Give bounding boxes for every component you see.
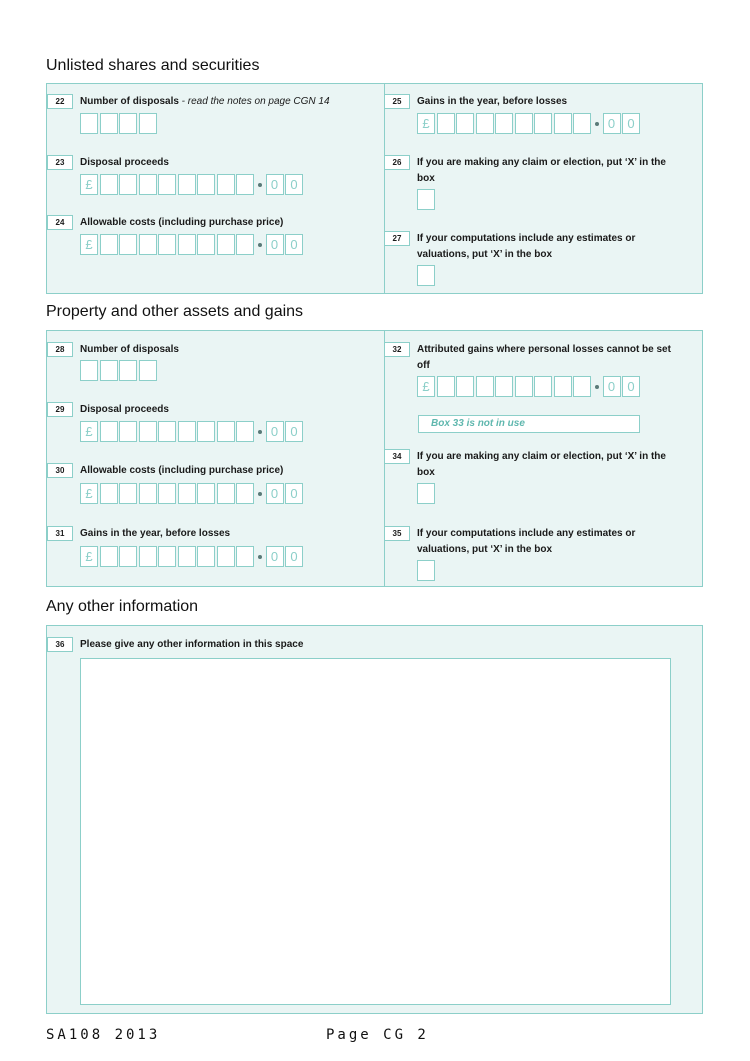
pence-cell: 0	[285, 546, 303, 567]
decimal-point	[595, 122, 599, 126]
box-number: 22	[47, 94, 73, 109]
digit-cell[interactable]	[139, 174, 157, 195]
digit-cell[interactable]	[456, 376, 474, 397]
pence-cell: 0	[266, 234, 284, 255]
currency-cell: £	[80, 234, 98, 255]
panel-divider	[384, 84, 385, 293]
digit-cell[interactable]	[456, 113, 474, 134]
claim-election-checkbox[interactable]	[417, 189, 435, 210]
box-number: 28	[47, 342, 73, 357]
other-information-textarea[interactable]	[80, 658, 671, 1005]
box-number: 36	[47, 637, 73, 652]
digit-cell[interactable]	[236, 234, 254, 255]
currency-cell: £	[417, 113, 435, 134]
pence-cell: 0	[266, 546, 284, 567]
field-label: Please give any other information in this space	[80, 639, 304, 650]
currency-cell: £	[80, 483, 98, 504]
section-title-other-information: Any other information	[46, 598, 199, 615]
box-number: 24	[47, 215, 73, 230]
digit-cell[interactable]	[217, 421, 235, 442]
digit-cell[interactable]	[476, 376, 494, 397]
decimal-point	[258, 555, 262, 559]
digit-cell[interactable]	[139, 234, 157, 255]
allowable-costs-input[interactable]	[80, 483, 305, 504]
digit-cell[interactable]	[217, 483, 235, 504]
digit-cell[interactable]	[158, 483, 176, 504]
digit-cell[interactable]	[158, 546, 176, 567]
digit-cell[interactable]	[534, 113, 552, 134]
digit-cell[interactable]	[139, 421, 157, 442]
digit-cell[interactable]	[178, 483, 196, 504]
disposal-proceeds-input[interactable]	[80, 421, 305, 442]
box-number: 31	[47, 526, 73, 541]
digit-cell[interactable]	[437, 376, 455, 397]
section-title-unlisted-shares: Unlisted shares and securities	[46, 57, 260, 74]
digit-cell[interactable]	[119, 483, 137, 504]
disposal-proceeds-input[interactable]	[80, 174, 305, 195]
digit-cell[interactable]	[197, 234, 215, 255]
digit-cell[interactable]	[437, 113, 455, 134]
estimates-valuations-checkbox[interactable]	[417, 265, 435, 286]
currency-cell: £	[417, 376, 435, 397]
digit-cell[interactable]	[515, 113, 533, 134]
digit-cell[interactable]	[217, 546, 235, 567]
digit-cell[interactable]	[217, 234, 235, 255]
box-number: 27	[384, 231, 410, 246]
pence-cell: 0	[266, 483, 284, 504]
digit-cell[interactable]	[100, 546, 118, 567]
gains-before-losses-input[interactable]	[417, 113, 642, 134]
digit-cell[interactable]	[100, 421, 118, 442]
allowable-costs-input[interactable]	[80, 234, 305, 255]
digit-cell[interactable]	[197, 421, 215, 442]
gains-before-losses-input[interactable]	[80, 546, 305, 567]
digit-cell[interactable]	[100, 113, 118, 134]
currency-cell: £	[80, 546, 98, 567]
digit-cell[interactable]	[236, 546, 254, 567]
box-number: 25	[384, 94, 410, 109]
box-number: 29	[47, 402, 73, 417]
digit-cell[interactable]	[178, 174, 196, 195]
digit-cell[interactable]	[495, 113, 513, 134]
digit-cell[interactable]	[534, 376, 552, 397]
digit-cell[interactable]	[119, 546, 137, 567]
box-number: 23	[47, 155, 73, 170]
decimal-point	[258, 183, 262, 187]
field-label: Disposal proceeds	[80, 157, 169, 168]
digit-cell[interactable]	[178, 546, 196, 567]
section-title-property: Property and other assets and gains	[46, 303, 304, 320]
pence-cell: 0	[266, 421, 284, 442]
digit-cell[interactable]	[119, 360, 137, 381]
digit-cell[interactable]	[197, 174, 215, 195]
box-number: 32	[384, 342, 410, 357]
digit-cell[interactable]	[119, 421, 137, 442]
estimates-valuations-checkbox[interactable]	[417, 560, 435, 581]
field-label: Disposal proceeds	[80, 404, 169, 415]
digit-cell[interactable]	[495, 376, 513, 397]
digit-cell[interactable]	[158, 234, 176, 255]
digit-cell[interactable]	[80, 360, 98, 381]
digit-cell[interactable]	[119, 174, 137, 195]
claim-election-checkbox[interactable]	[417, 483, 435, 504]
digit-cell[interactable]	[139, 483, 157, 504]
field-label: If your computations include any estimates or valuations, put ‘X’ in the box	[417, 528, 636, 555]
pence-cell: 0	[285, 483, 303, 504]
digit-cell[interactable]	[139, 546, 157, 567]
digit-cell[interactable]	[119, 234, 137, 255]
pence-cell: 0	[603, 376, 621, 397]
digit-cell[interactable]	[197, 483, 215, 504]
pence-cell: 0	[603, 113, 621, 134]
field-label: Attributed gains where personal losses cannot be set off	[417, 344, 671, 371]
attributed-gains-input[interactable]	[417, 376, 642, 397]
digit-cell[interactable]	[554, 376, 572, 397]
field-label: Number of disposals - read the notes on page CGN 14	[80, 96, 330, 107]
field-label: Number of disposals	[80, 344, 179, 355]
digit-cell[interactable]	[178, 234, 196, 255]
digit-cell[interactable]	[573, 113, 591, 134]
field-label: If you are making any claim or election, put ‘X’ in the box	[417, 157, 666, 184]
digit-cell[interactable]	[236, 483, 254, 504]
digit-cell[interactable]	[100, 360, 118, 381]
digit-cell[interactable]	[100, 234, 118, 255]
currency-cell: £	[80, 174, 98, 195]
field-label: If you are making any claim or election, put ‘X’ in the box	[417, 451, 666, 478]
box-number: 26	[384, 155, 410, 170]
number-of-disposals-input[interactable]	[80, 360, 158, 381]
currency-cell: £	[80, 421, 98, 442]
box-33-not-in-use: Box 33 is not in use	[418, 415, 640, 433]
field-label: Allowable costs (including purchase price)	[80, 465, 284, 476]
pence-cell: 0	[285, 174, 303, 195]
property-panel	[46, 330, 703, 587]
digit-cell[interactable]	[80, 113, 98, 134]
box-number: 30	[47, 463, 73, 478]
digit-cell[interactable]	[236, 174, 254, 195]
field-label: Gains in the year, before losses	[417, 96, 568, 107]
box-number: 35	[384, 526, 410, 541]
digit-cell[interactable]	[139, 360, 157, 381]
digit-cell[interactable]	[217, 174, 235, 195]
pence-cell: 0	[285, 234, 303, 255]
digit-cell[interactable]	[515, 376, 533, 397]
decimal-point	[595, 385, 599, 389]
decimal-point	[258, 243, 262, 247]
digit-cell[interactable]	[573, 376, 591, 397]
field-label: Allowable costs (including purchase price)	[80, 217, 284, 228]
digit-cell[interactable]	[119, 113, 137, 134]
page-number: Page CG 2	[326, 1027, 429, 1043]
box-number: 34	[384, 449, 410, 464]
pence-cell: 0	[266, 174, 284, 195]
field-label: Gains in the year, before losses	[80, 528, 231, 539]
digit-cell[interactable]	[554, 113, 572, 134]
pence-cell: 0	[622, 113, 640, 134]
digit-cell[interactable]	[139, 113, 157, 134]
digit-cell[interactable]	[100, 483, 118, 504]
digit-cell[interactable]	[158, 421, 176, 442]
field-label: If your computations include any estimates or valuations, put ‘X’ in the box	[417, 233, 636, 260]
decimal-point	[258, 430, 262, 434]
digit-cell[interactable]	[236, 421, 254, 442]
form-reference: SA108 2013	[46, 1027, 161, 1043]
digit-cell[interactable]	[100, 174, 118, 195]
decimal-point	[258, 492, 262, 496]
digit-cell[interactable]	[197, 546, 215, 567]
digit-cell[interactable]	[178, 421, 196, 442]
digit-cell[interactable]	[476, 113, 494, 134]
unlisted-shares-panel	[46, 83, 703, 294]
pence-cell: 0	[285, 421, 303, 442]
other-information-panel	[46, 625, 703, 1014]
digit-cell[interactable]	[158, 174, 176, 195]
pence-cell: 0	[622, 376, 640, 397]
number-of-disposals-input[interactable]	[80, 113, 158, 134]
